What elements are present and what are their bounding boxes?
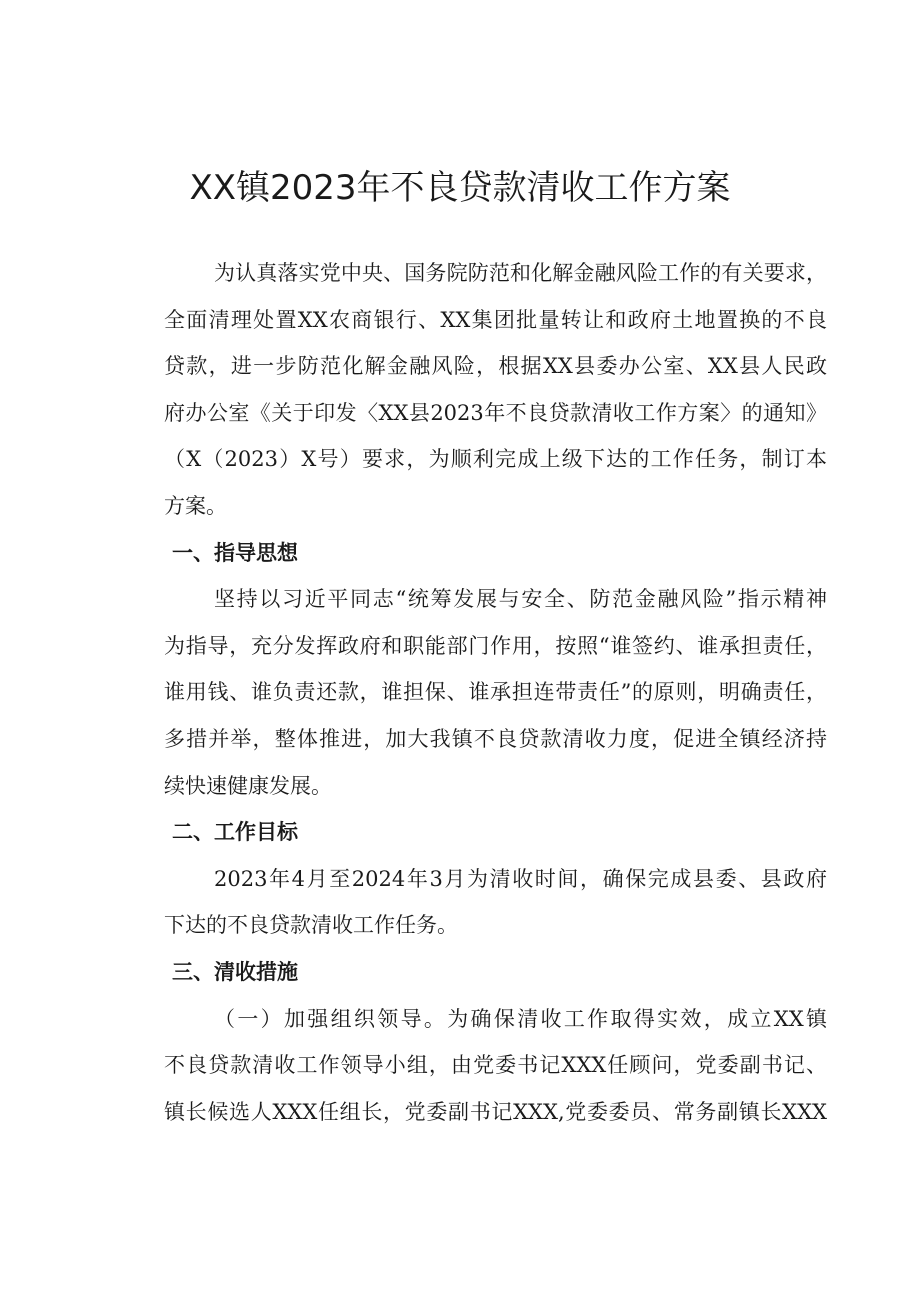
section1-line: 谁用钱、谁负责还款，谁担保、谁承担连带责任”的原则，明确责任， xyxy=(164,680,827,705)
section3-line: （一）加强组织领导。为确保清收工作取得实效，成立XX镇 xyxy=(214,1006,827,1031)
intro-line: 为认真落实党中央、国务院防范和化解金融风险工作的有关要求， xyxy=(214,261,827,285)
section-heading-guiding-ideology: 一、指导思想 xyxy=(172,540,298,565)
intro-line: 府办公室《关于印发〈XX县2023年不良贷款清收工作方案〉的通知》 xyxy=(164,400,827,425)
section2-line: 下达的不良贷款清收工作任务。 xyxy=(164,913,458,938)
section-heading-work-goals: 二、工作目标 xyxy=(172,820,298,845)
section-heading-collection-measures: 三、清收措施 xyxy=(172,959,298,984)
intro-line: （X（2023）X号）要求，为顺利完成上级下达的工作任务，制订本 xyxy=(164,447,827,472)
section1-line: 为指导，充分发挥政府和职能部门作用，按照“谁签约、谁承担责任， xyxy=(164,633,827,658)
intro-paragraph xyxy=(122,250,827,530)
section3-line: 不良贷款清收工作领导小组，由党委书记XXX任顾问，党委副书记、 xyxy=(164,1053,827,1078)
section1-line: 续快速健康发展。 xyxy=(164,773,332,798)
section1-line: 坚持以习近平同志“统筹发展与安全、防范金融风险”指示精神 xyxy=(214,587,827,612)
section1-line: 多措并举，整体推进，加大我镇不良贷款清收力度，促进全镇经济持 xyxy=(164,726,827,751)
intro-line: 贷款，进一步防范化解金融风险，根据XX县委办公室、XX县人民政 xyxy=(164,354,827,379)
intro-line: 全面清理处置XX农商银行、XX集团批量转让和政府土地置换的不良 xyxy=(164,307,827,332)
section3-paragraph xyxy=(122,996,827,1136)
document-body xyxy=(122,250,827,1135)
section1-paragraph xyxy=(122,576,827,809)
document-title: XX镇2023年不良贷款清收工作方案 xyxy=(189,168,731,208)
section2-line: 2023年4月至2024年3月为清收时间，确保完成县委、县政府 xyxy=(214,866,827,891)
section2-paragraph xyxy=(122,856,827,949)
intro-line: 方案。 xyxy=(164,493,227,518)
section3-line: 镇长候选人XXX任组长，党委副书记XXX,党委委员、常务副镇长XXX xyxy=(164,1099,827,1124)
